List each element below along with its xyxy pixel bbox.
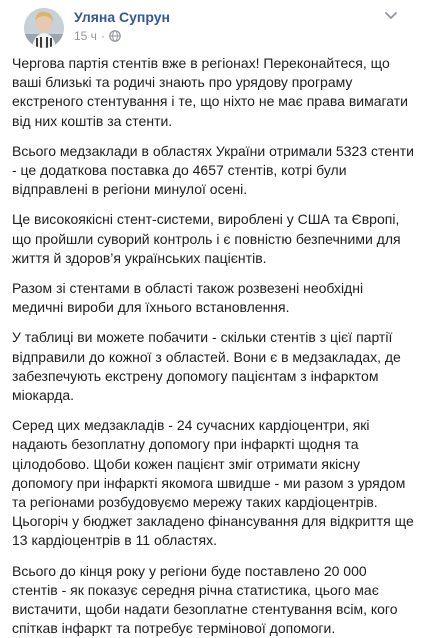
- post-paragraph: Це високоякісні стент-системи, вироблені у США та Європі, що пройшли суворий контроль і є повністю безпечними для життя й здоров’я українських пацієнтів.: [12, 211, 401, 266]
- post-header: [12, 0, 415, 50]
- post-paragraph: Чергова партія стентів вже в регіонах! Переконайтеся, що ваші близькі та родичі знають про урядову програму екстреного стентування і те, що ніхто не має права вимагати від них коштів за стенти.: [12, 55, 408, 129]
- post-paragraph: Всього до кінця року у регіони буде поставлено 20 000 стентів - як показує середня річна статистика, цього має вистачити, щоби надати безоплатне стентування всім, кого спіткав інфаркт та потребує термінової допомоги.: [12, 562, 398, 637]
- avatar[interactable]: [24, 8, 64, 48]
- author-name[interactable]: Уляна Супрун: [74, 9, 170, 25]
- globe-icon[interactable]: [109, 30, 121, 42]
- post-paragraph: Разом зі стентами в області також розвезені необхідні медичні вироби для їхнього встановлення.: [12, 280, 364, 316]
- chevron-down-icon: [385, 7, 397, 25]
- post-body: [12, 54, 415, 638]
- post-paragraph: Серед цих медзакладів - 24 сучасних кардіоцентри, які надають безоплатну допомогу при інфаркті щодня та цілодобово. Щоби кожен пацієнт зміг отримати якісну допомогу при інфаркті якомога швидше - ми разом з урядом та регіонами розбудовуємо мережу таких кардіоцентрів. Цьогоріч у бюджет закладено фінансування для відкриття ще 13 кардіоцентрів в 11 областях.: [12, 417, 414, 549]
- meta-separator: ·: [100, 29, 105, 43]
- post-meta: [74, 29, 121, 43]
- post-options-button[interactable]: [379, 6, 403, 26]
- post-paragraph: Всього медзаклади в областях України отримали 5323 стенти - це додаткова поставка до 4657 стентів, котрі були відправлені в регіони минулої осені.: [12, 142, 414, 198]
- post-time[interactable]: 15 ч: [74, 29, 97, 43]
- post-paragraph: У таблиці ви можете побачити - скільки стентів з цієї партії відправили до кожної з областей. Вони є в медзакладах, де забезпечують екстрену допомогу пацієнтам з інфарктом міокарда.: [12, 329, 401, 404]
